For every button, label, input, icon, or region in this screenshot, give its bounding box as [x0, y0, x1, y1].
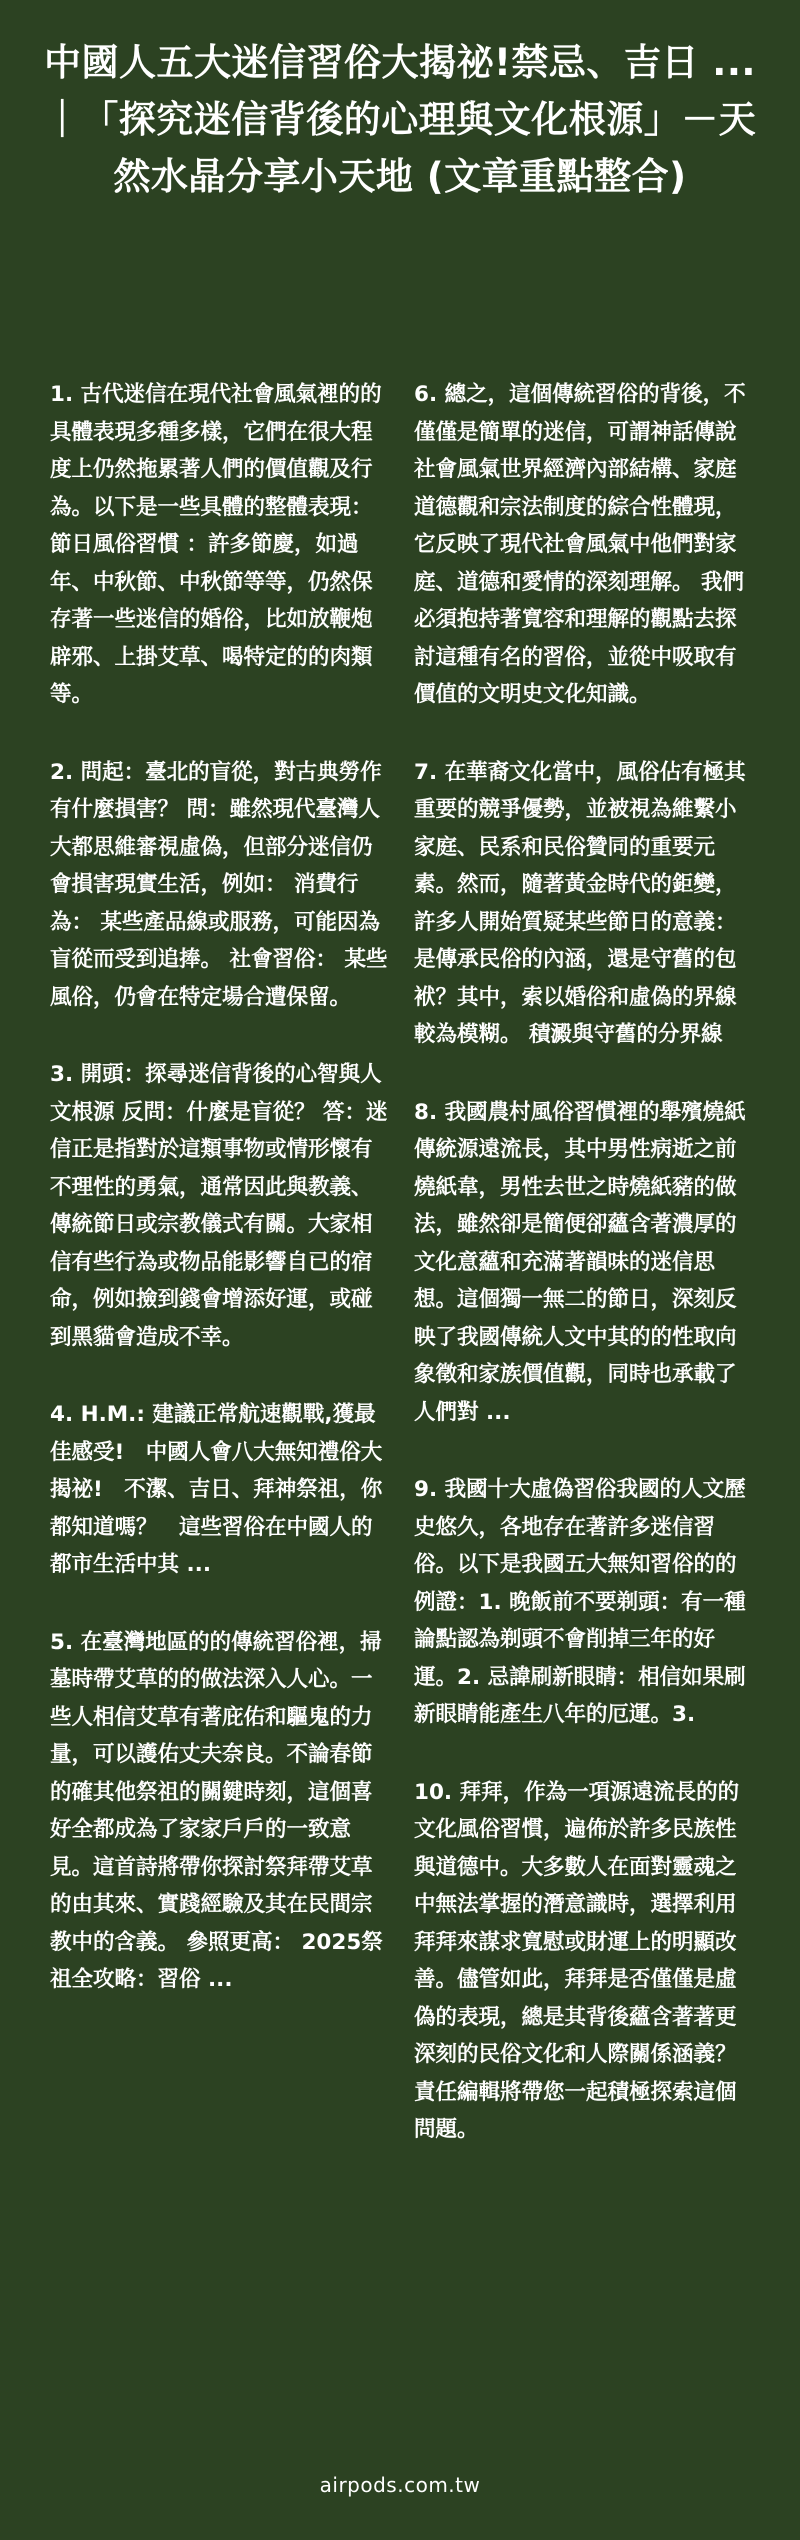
summary-item-9: 9. 我國十大虛偽習俗我國的人文歷史悠久，各地存在著許多迷信習俗。以下是我國五大無知習俗的的例證：1. 晚飯前不要剃頭：有一種論點認為剃頭不會削掉三年的好運。2. 忌諱刷新眼睛：相信如果刷新眼睛能產生八年的厄運。3.	[414, 1477, 746, 1727]
right-column	[414, 376, 752, 2416]
article-columns	[50, 376, 752, 2416]
left-column	[50, 376, 388, 2416]
summary-item-7: 7. 在華裔文化當中，風俗佔有極其重要的競爭優勢，並被視為維繫小家庭、民系和民俗贊同的重要元素。然而，隨著黃金時代的鉅變，許多人開始質疑某些節日的意義：是傳承民俗的內涵，還是守舊的包袱？其中，索以婚俗和虛偽的界線較為模糊。 積澱與守舊的分界線	[414, 759, 746, 1047]
summary-item-3: 3. 開頭：探尋迷信背後的心智與人文根源 反問：什麼是盲從？ 答：迷信正是指對於這類事物或情形懷有不理性的勇氣，通常因此與教義、傳統節日或宗教儀式有關。大家相信有些行為或物品能影響自已的宿命，例如撿到錢會增添好運，或碰到黑貓會造成不幸。	[50, 1062, 388, 1350]
summary-item-6: 6. 總之，這個傳統習俗的背後，不僅僅是簡單的迷信，可謂神話傳說社會風氣世界經濟內部結構、家庭道德觀和宗法制度的綜合性體現，它反映了現代社會風氣中他們對家庭、道德和愛情的深刻理解。 我們必須抱持著寬容和理解的觀點去探討這種有名的習俗，並從中吸取有價值的文明史文化知識。	[414, 382, 746, 707]
summary-item-8: 8. 我國農村風俗習慣裡的舉殯燒紙傳統源遠流長，其中男性病逝之前燒紙韋，男性去世之時燒紙豬的做法，雖然卻是簡便卻蘊含著濃厚的文化意蘊和充滿著韻味的迷信思想。這個獨一無二的節日，深刻反映了我國傳統人文中其的的性取向象徵和家族價值觀，同時也承載了人們對 ...	[414, 1099, 746, 1425]
summary-item-10: 10. 拜拜，作為一項源遠流長的的文化風俗習慣，遍佈於許多民族性與道德中。大多數人在面對靈魂之中無法掌握的潛意識時，選擇利用拜拜來謀求寬慰或財運上的明顯改善。儘管如此，拜拜是否僅僅是虛偽的表現，總是其背後蘊含著著更深刻的民俗文化和人際關係涵義？責任編輯將帶您一起積極探索這個問題。	[414, 1779, 740, 2142]
summary-item-1: 1. 古代迷信在現代社會風氣裡的的具體表現多種多樣，它們在很大程度上仍然拖累著人們的價值觀及行為。以下是一些具體的整體表現： 節日風俗習慣 ：許多節慶，如過年、中秋節、中秋節等等，仍然保存著一些迷信的婚俗，比如放鞭炮辟邪、上掛艾草、喝特定的的肉類等。	[50, 382, 382, 707]
summary-item-2: 2. 問起：臺北的盲從，對古典勞作有什麼損害？ 問：雖然現代臺灣人大都思維審視虛偽，但部分迷信仍會損害現實生活，例如： 消費行為： 某些產品線或服務，可能因為盲從而受到追捧。 社會習俗： 某些風俗，仍會在特定場合遭保留。	[50, 759, 388, 1010]
footer-domain: airpods.com.tw	[319, 2473, 481, 2497]
article-title: 中國人五大迷信習俗大揭祕!禁忌、吉日 ...｜「探究迷信背後的心理與文化根源」－天然水晶分享小天地 (文章重點整合)	[43, 41, 757, 198]
summary-item-4: 4. H.M.: 建議正常航速觀戰,獲最佳感受! 中國人會八大無知禮俗大揭祕! 不潔、吉日、拜神祭祖，你都知道嗎？ 這些習俗在中國人的都市生活中其 ...	[50, 1402, 383, 1577]
summary-item-5: 5. 在臺灣地區的的傳統習俗裡，掃墓時帶艾草的的做法深入人心。一些人相信艾草有著庇佑和驅鬼的力量，可以護佑丈夫奈良。不論春節的確其他祭祖的關鍵時刻，這個喜好全都成為了家家戶戶的一致意見。這首詩將帶你探討祭拜帶艾草的由其來、實踐經驗及其在民間宗教中的含義。 參照更高： 2025祭祖全攻略：習俗 ...	[50, 1629, 383, 1992]
